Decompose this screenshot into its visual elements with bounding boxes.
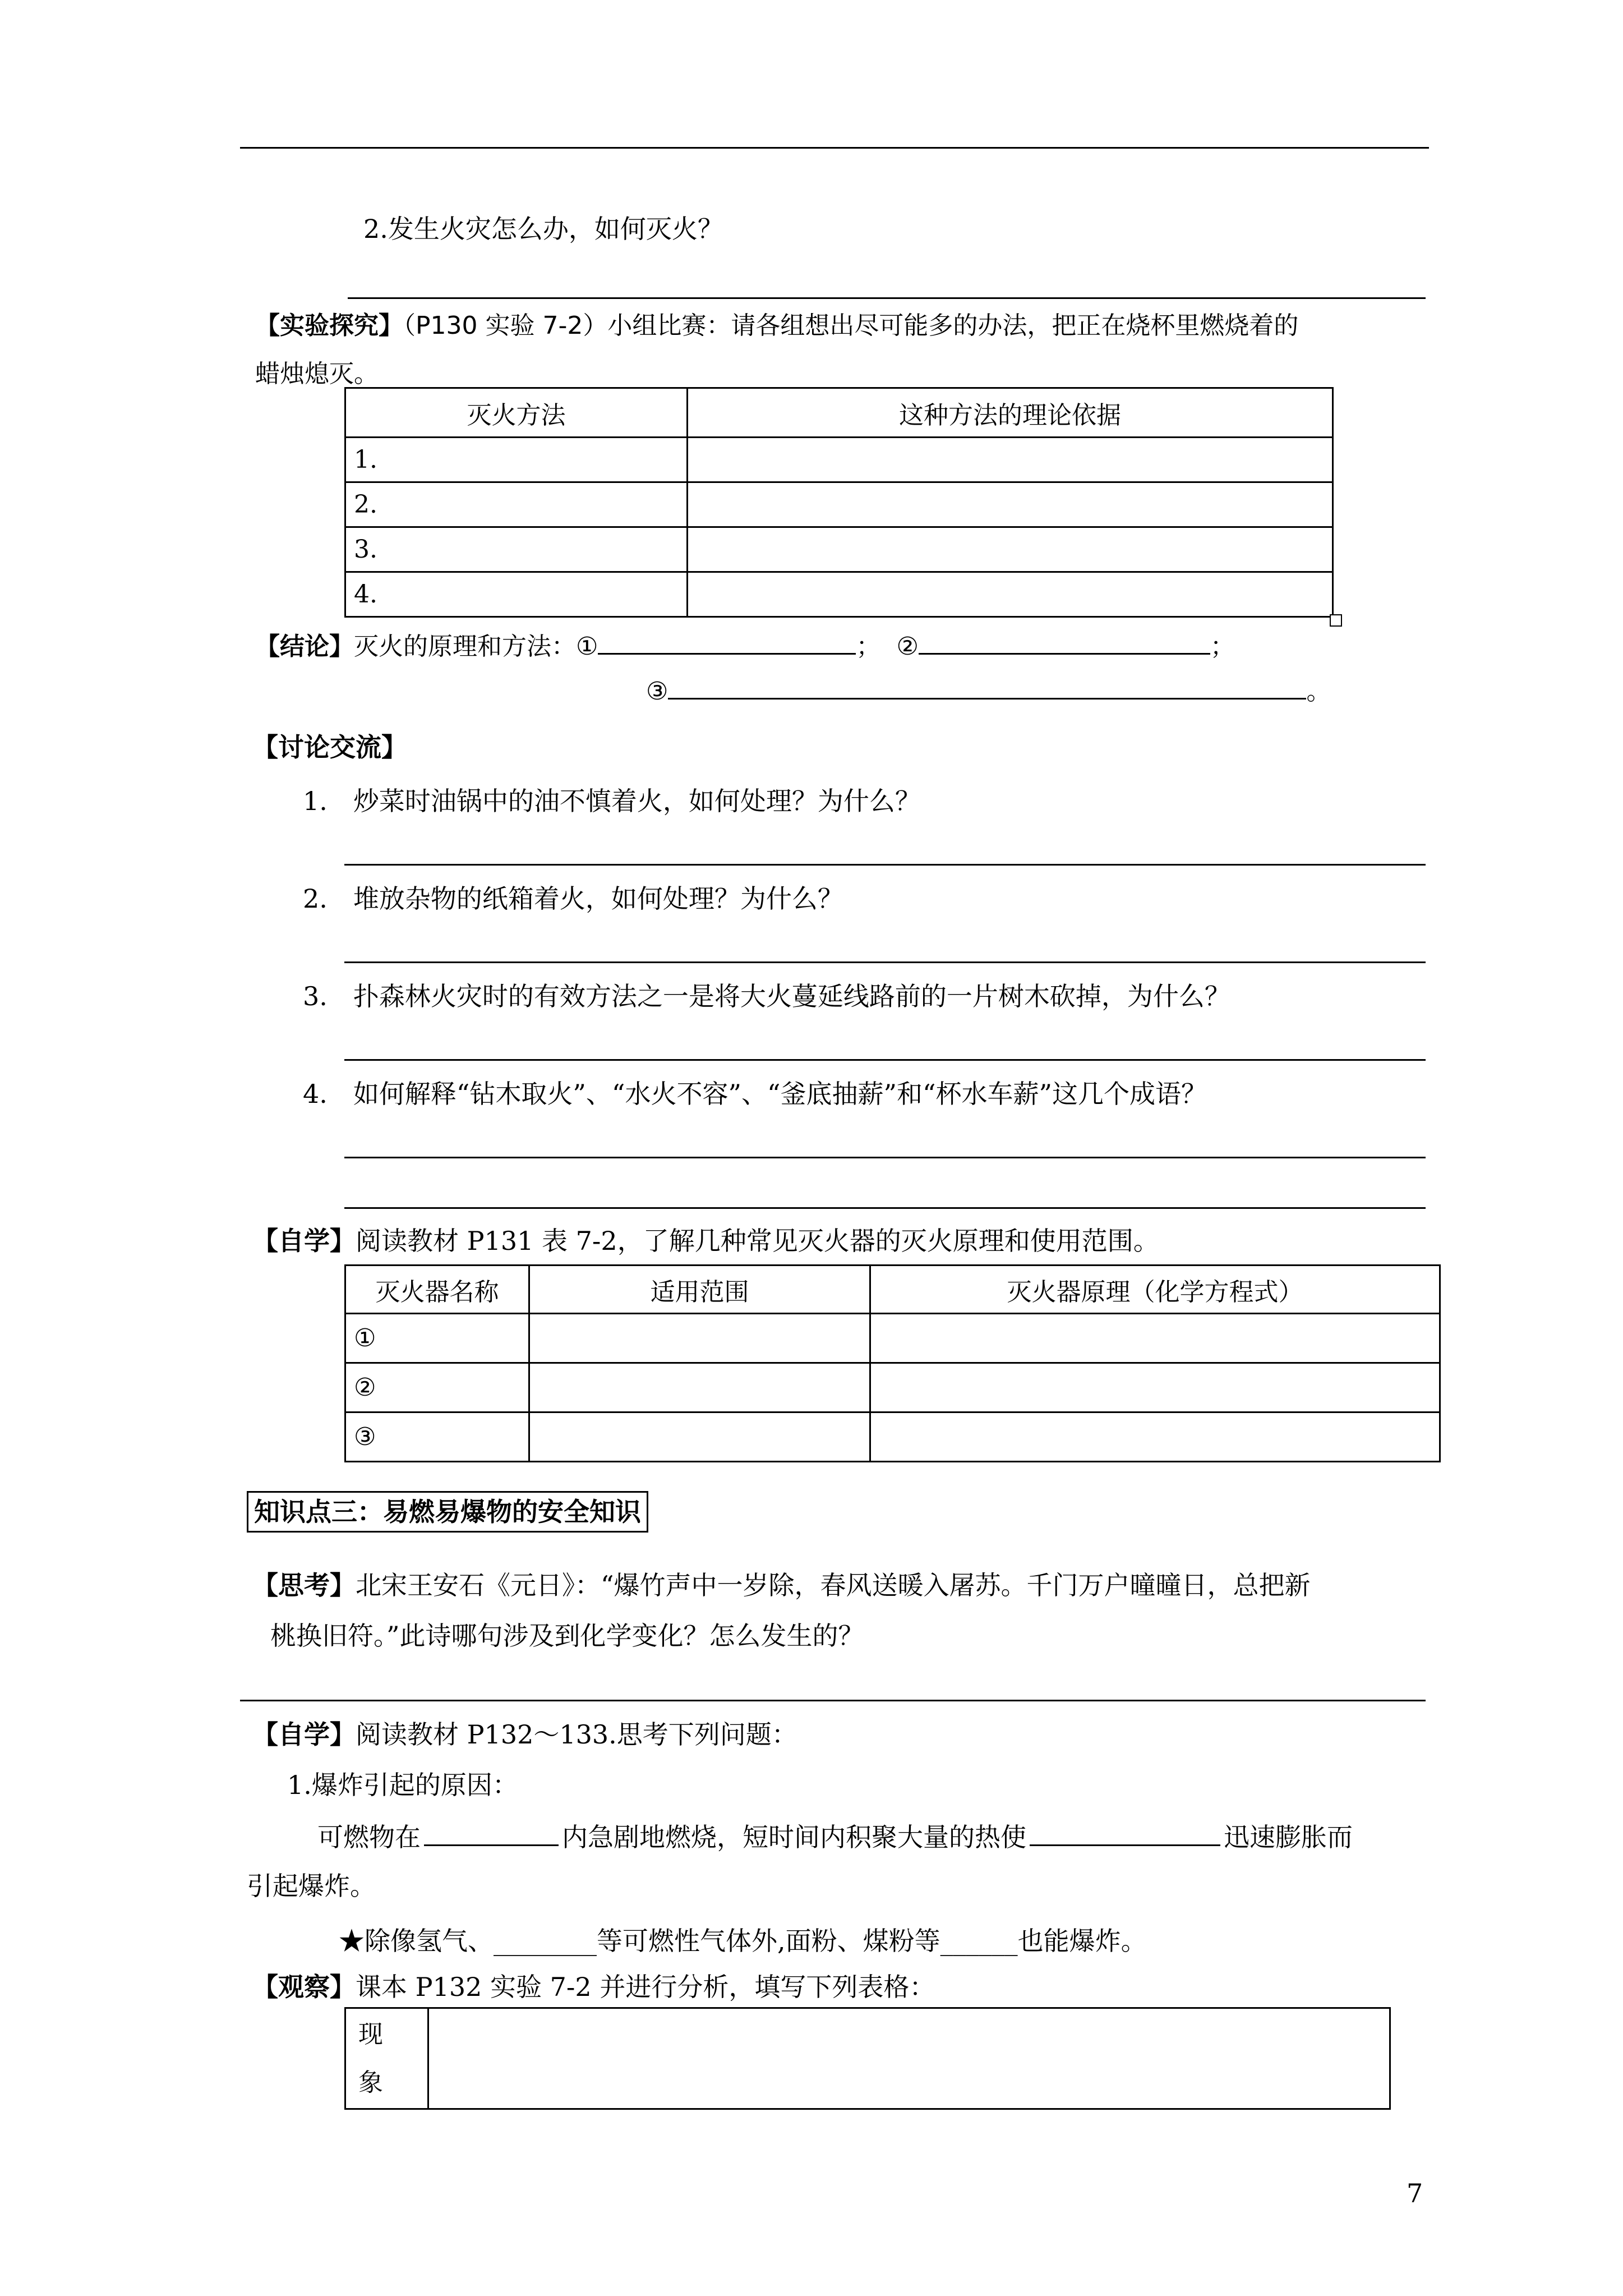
conclusion-tag: 【结论】 xyxy=(255,632,354,661)
text-fragment: ★除像氢气、 xyxy=(339,1926,494,1956)
answer-cell[interactable] xyxy=(529,1412,870,1462)
answer-line xyxy=(348,297,1426,299)
explosion-cause-line-2: 引起爆炸。 xyxy=(247,1871,376,1901)
selfstudy-text: 阅读教材 P132～133.思考下列问题： xyxy=(356,1719,797,1750)
item-text: 扑森林火灾时的有效方法之一是将大火蔓延线路前的一片树木砍掉，为什么？ xyxy=(353,981,1230,1011)
question-2: 2.发生火灾怎么办，如何灭火？ xyxy=(363,214,723,244)
discussion-item-1 xyxy=(303,784,921,818)
think-line-1 xyxy=(252,1568,1311,1602)
text-fragment: 也能爆炸。 xyxy=(1017,1926,1147,1956)
extinguisher-table xyxy=(344,1264,1441,1462)
answer-cell[interactable] xyxy=(688,527,1333,572)
experiment-line-2: 蜡烛熄灭。 xyxy=(255,360,379,388)
resize-handle xyxy=(1330,614,1342,627)
page-number: 7 xyxy=(1407,2178,1423,2208)
answer-line xyxy=(344,864,1426,866)
answer-cell[interactable] xyxy=(529,1314,870,1363)
table-cell: ③ xyxy=(345,1412,529,1462)
experiment-line-1 xyxy=(255,310,1298,342)
blank-field[interactable] xyxy=(919,627,1210,655)
answer-line xyxy=(344,961,1426,963)
star-note xyxy=(339,1924,1147,1958)
header-rule xyxy=(240,147,1429,149)
text-fragment: 可燃物在 xyxy=(317,1822,421,1852)
conclusion-line-2 xyxy=(646,672,1331,708)
conclusion-line-1 xyxy=(255,627,1235,663)
item-text: 如何解释“钻木取火”、“水火不容”、“釜底抽薪”和“杯水车薪”这几个成语？ xyxy=(353,1079,1207,1109)
table-cell: 4. xyxy=(345,572,688,617)
table-cell: 3. xyxy=(345,527,688,572)
answer-cell[interactable] xyxy=(688,572,1333,617)
experiment-tag: 【实验探究】 xyxy=(255,311,403,340)
explosion-cause-line xyxy=(317,1819,1353,1854)
item-number: 3. xyxy=(303,981,328,1011)
label-char: 象 xyxy=(358,2068,383,2097)
answer-line xyxy=(344,1207,1426,1209)
blank-field[interactable] xyxy=(668,672,1306,700)
table-cell: 2. xyxy=(345,482,688,527)
explosion-cause-question: 1.爆炸引起的原因： xyxy=(287,1770,518,1800)
selfstudy-tag: 【自学】 xyxy=(252,1226,356,1256)
answer-line xyxy=(344,1059,1426,1061)
blank-field[interactable] xyxy=(598,627,856,655)
answer-cell[interactable] xyxy=(688,438,1333,482)
table-header: 灭火方法 xyxy=(345,388,688,438)
item-number: 2. xyxy=(303,884,328,914)
think-line-2: 桃换旧符。”此诗哪句涉及到化学变化？怎么发生的？ xyxy=(270,1621,864,1651)
item-number: 1. xyxy=(303,786,328,816)
table-cell: ① xyxy=(345,1314,529,1363)
discussion-item-2 xyxy=(303,882,843,915)
text-fragment: 等可燃性气体外,面粉、煤粉等 xyxy=(597,1926,940,1956)
discussion-item-3 xyxy=(303,979,1230,1013)
item-text: 炒菜时油锅中的油不慎着火，如何处理？为什么？ xyxy=(353,786,921,816)
discussion-title: 【讨论交流】 xyxy=(252,732,407,762)
experiment-text: （P130 实验 7-2）小组比赛：请各组想出尽可能多的办法，把正在烧杯里燃烧着的 xyxy=(403,311,1299,340)
section-title: 知识点三：易燃易爆物的安全知识 xyxy=(247,1491,648,1533)
observe-tag: 【观察】 xyxy=(252,1972,356,2002)
marker-1: ① xyxy=(576,632,598,661)
observe-line xyxy=(252,1970,935,2004)
phenomenon-label xyxy=(345,2008,428,2109)
phenomenon-table xyxy=(344,2007,1391,2110)
table-header: 这种方法的理论依据 xyxy=(688,388,1333,438)
answer-line xyxy=(344,1157,1426,1158)
fire-methods-table xyxy=(344,387,1334,618)
separator: ； xyxy=(1210,632,1235,661)
label-char: 现 xyxy=(358,2019,383,2049)
separator: ； xyxy=(856,632,881,661)
answer-cell[interactable] xyxy=(529,1363,870,1412)
selfstudy-tag: 【自学】 xyxy=(252,1719,356,1750)
blank-field[interactable]: ________ xyxy=(494,1926,597,1956)
text-fragment: 内急剧地燃烧，短时间内积聚大量的热使 xyxy=(562,1822,1026,1852)
answer-line xyxy=(240,1700,1426,1701)
table-cell: 1. xyxy=(345,438,688,482)
item-text: 堆放杂物的纸箱着火，如何处理？为什么？ xyxy=(353,884,843,914)
conclusion-text: 灭火的原理和方法： xyxy=(354,632,576,661)
answer-cell[interactable] xyxy=(870,1412,1440,1462)
text-fragment: 迅速膨胀而 xyxy=(1224,1822,1353,1852)
discussion-item-4 xyxy=(303,1077,1207,1111)
blank-field[interactable]: ______ xyxy=(940,1926,1018,1956)
marker-3: ③ xyxy=(646,677,668,706)
item-number: 4. xyxy=(303,1079,328,1109)
blank-field[interactable] xyxy=(1030,1819,1220,1846)
table-header: 适用范围 xyxy=(529,1266,870,1314)
think-tag: 【思考】 xyxy=(252,1570,356,1600)
answer-cell[interactable] xyxy=(688,482,1333,527)
answer-cell[interactable] xyxy=(870,1363,1440,1412)
selfstudy-text: 阅读教材 P131 表 7-2，了解几种常见灭火器的灭火原理和使用范围。 xyxy=(356,1226,1159,1256)
marker-2: ② xyxy=(896,632,919,661)
selfstudy-1 xyxy=(252,1224,1159,1258)
table-header: 灭火器名称 xyxy=(345,1266,529,1314)
table-cell: ② xyxy=(345,1363,529,1412)
selfstudy-2 xyxy=(252,1718,797,1751)
answer-cell[interactable] xyxy=(428,2008,1390,2109)
end-mark: 。 xyxy=(1306,677,1331,706)
answer-cell[interactable] xyxy=(870,1314,1440,1363)
table-header: 灭火器原理（化学方程式） xyxy=(870,1266,1440,1314)
observe-text: 课本 P132 实验 7-2 并进行分析，填写下列表格： xyxy=(356,1972,935,2002)
blank-field[interactable] xyxy=(424,1819,559,1846)
think-text: 北宋王安石《元日》：“爆竹声中一岁除，春风送暖入屠苏。千门万户曈曈日，总把新 xyxy=(356,1570,1311,1600)
